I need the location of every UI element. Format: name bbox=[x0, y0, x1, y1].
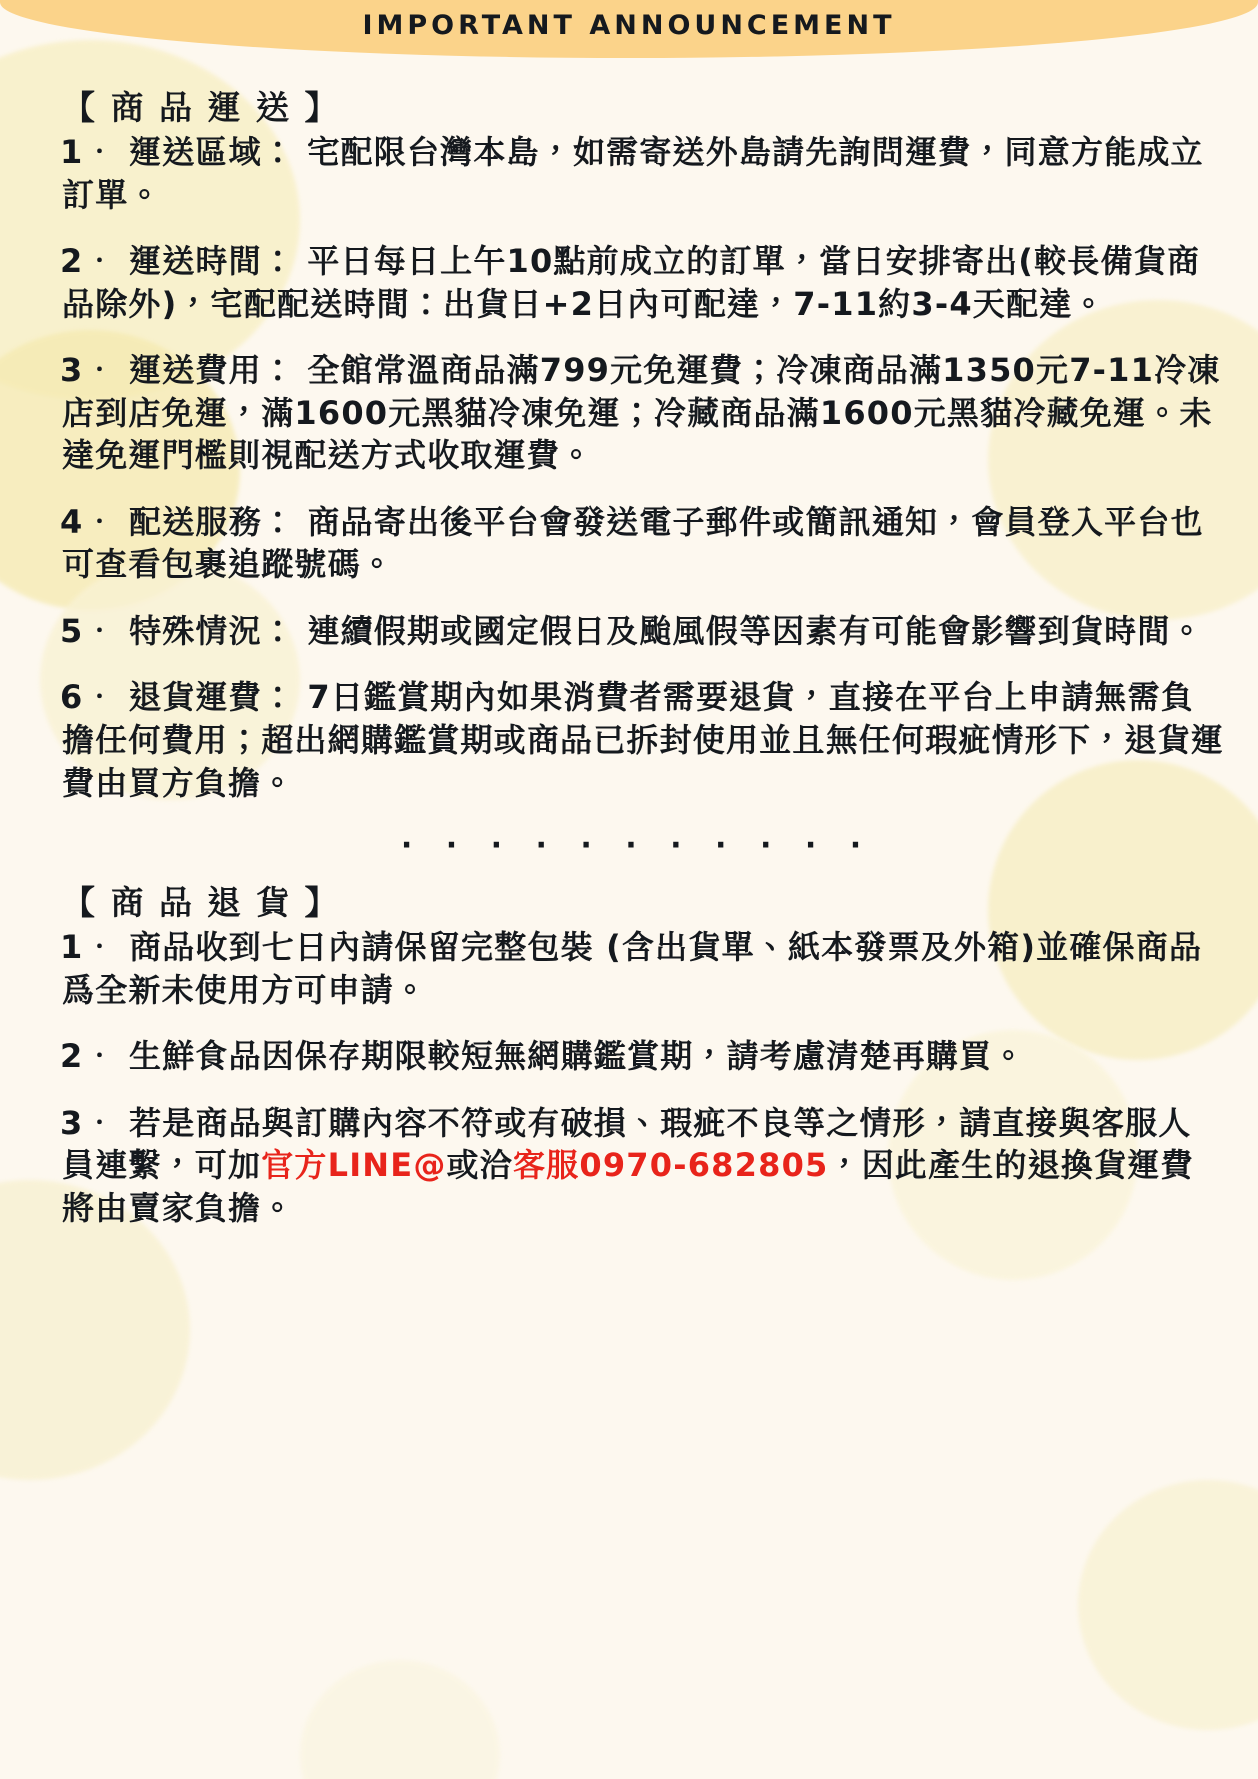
returns-section-title: 【 商 品 退 貨 】 bbox=[62, 883, 340, 923]
returns-item-3-text-part1: 3． 若是商品與訂購內容不符或有破損、瑕疵不良等之情形，請直接與客服人員連繫，可加 bbox=[60, 1103, 1192, 1185]
customer-service-phone: 0970-682805 bbox=[579, 1146, 829, 1185]
shipping-item-6: 6． 退貨運費： 7日鑑賞期內如果消費者需要退貨，直接在平台上申請無需負擔任何費用；超出網購鑑賞期或商品已拆封使用並且無任何瑕疵情形下，退貨運費由買方負擔。 bbox=[60, 678, 1225, 802]
page-title: IMPORTANT ANNOUNCEMENT bbox=[362, 10, 896, 41]
shipping-item-2: 2． 運送時間： 平日每日上午10點前成立的訂單，當日安排寄出(較長備貨商品除外)，宅配配送時間：出貨日+2日內可配達，7-11約3-4天配達。 bbox=[60, 242, 1201, 323]
shipping-section bbox=[62, 82, 1224, 804]
customer-service-label: 客服 bbox=[512, 1146, 580, 1185]
shipping-section-title: 【 商 品 運 送 】 bbox=[62, 88, 340, 127]
announcement-body bbox=[0, 58, 1258, 1229]
returns-item-3-text-part3: ，因此產生的退換貨運費將由賣家負擔。 bbox=[62, 1146, 1194, 1227]
background-blob bbox=[1078, 1480, 1258, 1730]
official-line-label: 官方LINE@ bbox=[261, 1146, 447, 1185]
returns-item-3 bbox=[62, 1102, 1224, 1230]
returns-item-3-text-part2: 或洽 bbox=[446, 1146, 513, 1185]
returns-item-1: 1． 商品收到七日內請保留完整包裝 (含出貨單、紙本發票及外箱)並確保商品爲全新未使用方可申請。 bbox=[60, 928, 1203, 1009]
returns-section bbox=[62, 877, 1224, 1229]
shipping-item-5: 5． 特殊情況： 連續假期或國定假日及颱風假等因素有可能會影響到貨時間。 bbox=[60, 611, 1204, 650]
dotted-divider: ‧ ‧ ‧ ‧ ‧ ‧ ‧ ‧ ‧ ‧ ‧ bbox=[401, 828, 873, 864]
background-blob bbox=[300, 1660, 500, 1779]
shipping-item-4: 4． 配送服務： 商品寄出後平台會發送電子郵件或簡訊通知，會員登入平台也可查看包裹追蹤號碼。 bbox=[60, 502, 1204, 584]
returns-item-2: 2． 生鮮食品因保存期限較短無網購鑑賞期，請考慮清楚再購買。 bbox=[60, 1037, 1026, 1076]
shipping-item-3: 3． 運送費用： 全館常溫商品滿799元免運費；冷凍商品滿1350元7-11冷凍店到店免運，滿1600元黑貓冷凍免運；冷藏商品滿1600元黑貓冷藏免運。未達免運門檻則視配送方式收取運費。 bbox=[60, 351, 1221, 475]
shipping-item-1: 1． 運送區域： 宅配限台灣本島，如需寄送外島請先詢問運費，同意方能成立訂單。 bbox=[60, 133, 1204, 214]
